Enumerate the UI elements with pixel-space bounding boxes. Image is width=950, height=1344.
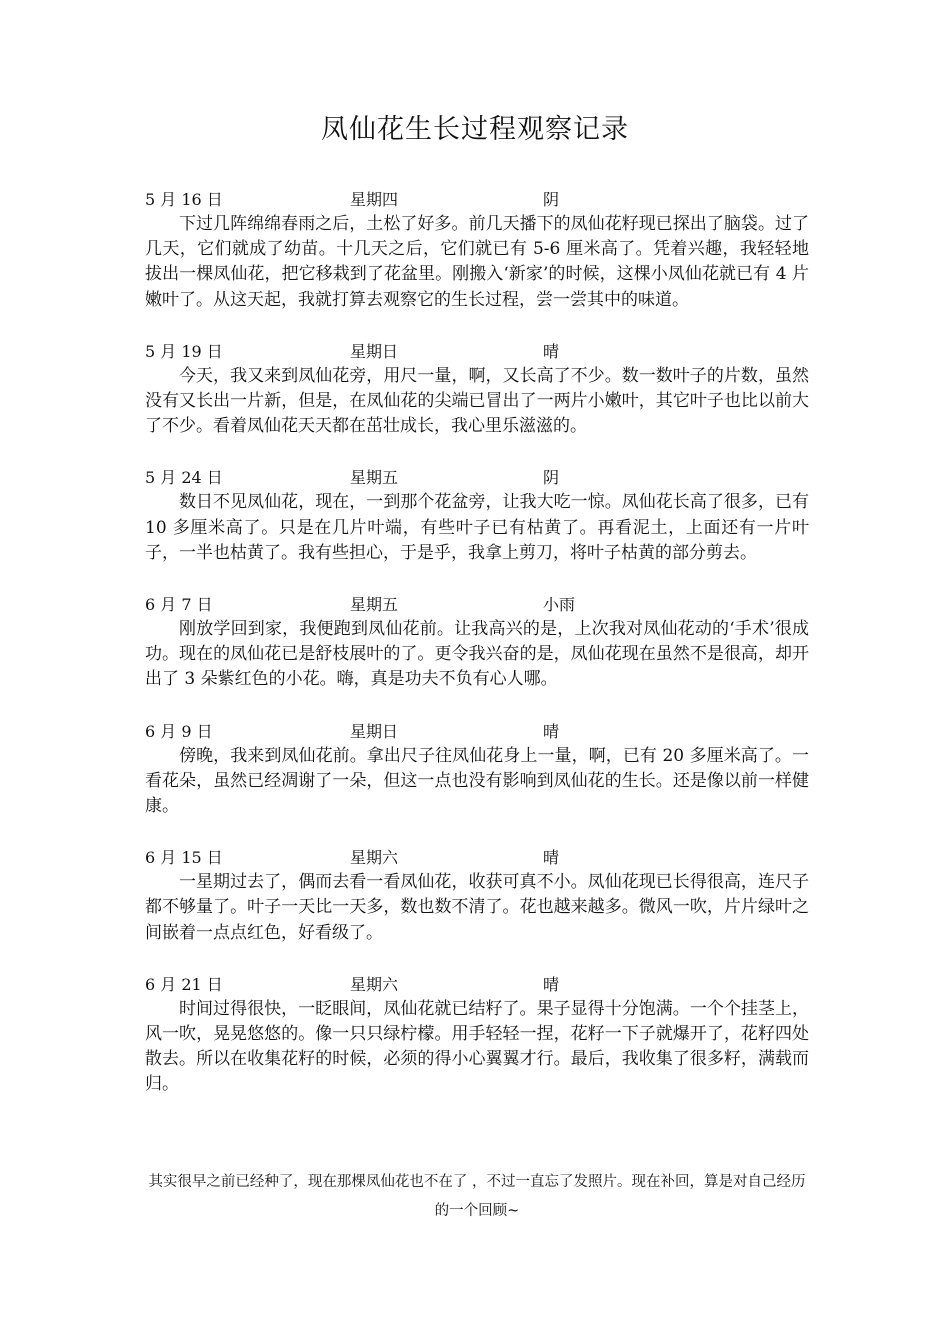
entry-header xyxy=(145,187,809,212)
entry-date: 6 月 7 日 xyxy=(145,595,213,615)
entry-weekday: 星期五 xyxy=(350,468,399,488)
entry-weather: 晴 xyxy=(543,848,560,868)
entry-text: 数日不见凤仙花，现在，一到那个花盆旁，让我大吃一惊。凤仙花长高了很多，已有 10 多厘米高了。只是在几片叶端，有些叶子已有枯黄了。再看泥土，上面还有一片叶子，一半也枯黄了。我有些担心，于是乎，我拿上剪刀，将叶子枯黄的部分剪去。 xyxy=(145,492,809,563)
entry-weekday: 星期五 xyxy=(350,595,399,615)
entry-text: 一星期过去了，偶而去看一看凤仙花，收获可真不小。凤仙花现已长得很高，连尺子都不够量了。叶子一天比一天多，数也数不清了。花也越来越多。微风一吹，片片绿叶之间嵌着一点点红色，好看级了。 xyxy=(145,872,809,943)
diary-entry xyxy=(145,339,809,440)
entry-date: 5 月 16 日 xyxy=(145,190,223,209)
entry-text: 时间过得很快，一眨眼间，凤仙花就已结籽了。果子显得十分饱满。一个个挂茎上，风一吹，晃晃悠悠的。像一只只绿柠檬。用手轻轻一捏，花籽一下子就爆开了，花籽四处散去。所以在收集花籽的时候，必须的得小心翼翼才行。最后，我收集了很多籽，满载而归。 xyxy=(145,998,809,1095)
entry-weekday: 星期四 xyxy=(350,190,399,209)
entry-weekday: 星期六 xyxy=(350,848,399,868)
diary-entry xyxy=(145,465,809,566)
diary-entries xyxy=(145,187,809,1124)
entry-weather: 小雨 xyxy=(543,595,576,615)
entry-date: 5 月 24 日 xyxy=(145,468,223,488)
diary-entry xyxy=(145,845,809,946)
entry-header xyxy=(145,719,809,744)
entry-weekday: 星期六 xyxy=(350,974,399,994)
entry-header xyxy=(145,339,809,364)
diary-entry xyxy=(145,719,809,820)
entry-weekday: 星期日 xyxy=(350,341,399,361)
footer-note: 其实很早之前已经种了，现在那棵凤仙花也不在了 ，不过一直忘了发照片。现在补回，算是对自己经历的一个回顾~ xyxy=(148,1174,806,1219)
entry-date: 5 月 19 日 xyxy=(145,341,223,361)
diary-entry xyxy=(145,187,809,313)
diary-entry xyxy=(145,592,809,693)
entry-date: 6 月 9 日 xyxy=(145,721,213,741)
entry-weather: 晴 xyxy=(543,341,560,361)
page-title: 凤仙花生长过程观察记录 xyxy=(321,114,629,145)
entry-weather: 晴 xyxy=(543,721,560,741)
entry-header xyxy=(145,845,809,870)
entry-weather: 晴 xyxy=(543,974,560,994)
entry-date: 6 月 21 日 xyxy=(145,974,223,994)
entry-text: 今天，我又来到凤仙花旁，用尺一量，啊，又长高了不少。数一数叶子的片数，虽然没有又长出一片新，但是，在凤仙花的尖端已冒出了一两片小嫩叶，其它叶子也比以前大了不少。看着凤仙花天天都在茁壮成长，我心里乐滋滋的。 xyxy=(145,365,809,437)
entry-header xyxy=(145,465,809,490)
entry-text: 傍晚，我来到凤仙花前。拿出尺子往凤仙花身上一量，啊，已有 20 多厘米高了。一看花朵，虽然已经凋谢了一朵，但这一点也没有影响到凤仙花的生长。还是像以前一样健康。 xyxy=(145,745,809,817)
entry-weather: 阴 xyxy=(543,190,560,209)
diary-entry xyxy=(145,972,809,1098)
entry-weather: 阴 xyxy=(543,468,560,488)
entry-header xyxy=(145,972,809,997)
entry-text: 下过几阵绵绵春雨之后，土松了好多。前几天播下的凤仙花籽现已探出了脑袋。过了几天，它们就成了幼苗。十几天之后，它们就已有 5-6 厘米高了。凭着兴趣，我轻轻地拔出一棵凤仙花，把它移栽到了花盆里。刚搬入‘新家’的时候，这棵小凤仙花就已有 4 片嫩叶了。从这天起，我就打算去观察它的生长过程，尝一尝其中的味道。 xyxy=(145,214,809,310)
entry-date: 6 月 15 日 xyxy=(145,848,223,868)
entry-text: 刚放学回到家，我便跑到凤仙花前。让我高兴的是，上次我对凤仙花动的‘手术’很成功。现在的凤仙花已是舒枝展叶的了。更令我兴奋的是，凤仙花现在虽然不是很高，却开出了 3 朵紫红色的小花。嗨，真是功夫不负有心人哪。 xyxy=(145,619,809,690)
entry-header xyxy=(145,592,809,617)
entry-weekday: 星期日 xyxy=(350,721,399,741)
